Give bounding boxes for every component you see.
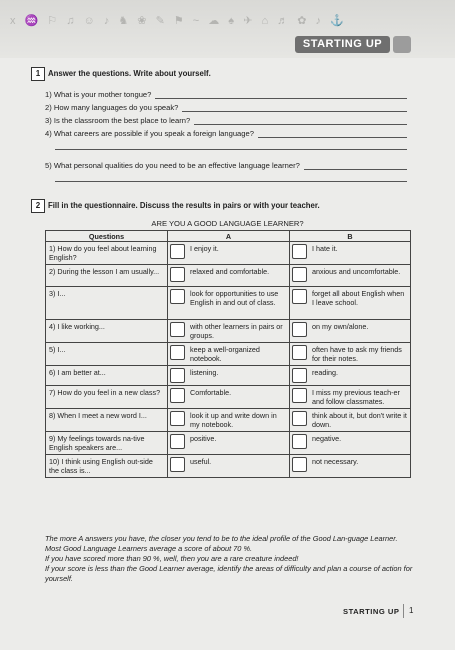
answer-text: I hate it. xyxy=(312,244,338,253)
checkbox[interactable] xyxy=(170,289,185,304)
question-text: 4) What careers are possible if you speak a foreign language? xyxy=(45,129,254,138)
footer-label: STARTING UP xyxy=(343,607,400,616)
checkbox[interactable] xyxy=(170,322,185,337)
answer-text: Comfortable. xyxy=(190,388,232,397)
answer-a-cell xyxy=(168,366,290,386)
answer-text: I miss my previous teach-er and follow classmates. xyxy=(312,388,400,406)
table-row xyxy=(46,409,411,432)
question-text: 2) How many languages do you speak? xyxy=(45,103,179,112)
answer-text: forget all about English when I leave school. xyxy=(312,289,405,307)
checkbox[interactable] xyxy=(170,434,185,449)
checkbox[interactable] xyxy=(170,267,185,282)
answer-text: anxious and uncomfortable. xyxy=(312,267,401,276)
question-1 xyxy=(45,90,407,99)
answer-text: think about it, but don't write it down. xyxy=(312,411,407,429)
answer-line[interactable] xyxy=(55,149,407,150)
checkbox[interactable] xyxy=(170,457,185,472)
answer-a-cell xyxy=(168,409,290,432)
question-5 xyxy=(45,161,407,170)
checkbox[interactable] xyxy=(292,345,307,360)
questionnaire-table xyxy=(45,230,411,478)
question-cell: 1) How do you feel about learning English? xyxy=(46,242,168,265)
exercise-title: Fill in the questionnaire. Discuss the results in pairs or with your teacher. xyxy=(48,201,320,210)
answer-line[interactable] xyxy=(55,181,407,182)
questionnaire-title: ARE YOU A GOOD LANGUAGE LEARNER? xyxy=(151,219,304,228)
table-row xyxy=(46,432,411,455)
answer-text: relaxed and comfortable. xyxy=(190,267,270,276)
note-line: If your score is less than the Good Learner average, identify the areas of difficulty and plan a course of action for yourself. xyxy=(45,564,413,583)
answer-a-cell xyxy=(168,343,290,366)
answer-line[interactable] xyxy=(258,129,407,138)
score-note xyxy=(45,534,415,584)
table-row xyxy=(46,287,411,320)
checkbox[interactable] xyxy=(292,434,307,449)
answer-text: look it up and write down in my notebook. xyxy=(190,411,277,429)
checkbox[interactable] xyxy=(170,368,185,383)
doodle-strip: x ♒ ⚐ ♫ ☺ ♪ ♞ ❀ ✎ ⚑ ~ ☁ ♠ ✈ ⌂ ♬ ✿ ♪ ⚓ xyxy=(10,15,347,27)
answer-b-cell xyxy=(290,343,411,366)
answer-line[interactable] xyxy=(304,161,407,170)
question-text: 1) What is your mother tongue? xyxy=(45,90,152,99)
table-row xyxy=(46,386,411,409)
question-cell: 5) I... xyxy=(46,343,168,366)
question-cell: 9) My feelings towards na-tive English speakers are... xyxy=(46,432,168,455)
answer-a-cell xyxy=(168,432,290,455)
question-cell: 10) I think using English out-side the class is... xyxy=(46,455,168,478)
answer-b-cell xyxy=(290,409,411,432)
answer-a-cell xyxy=(168,455,290,478)
answer-text: often have to ask my friends for their notes. xyxy=(312,345,402,363)
answer-line[interactable] xyxy=(194,116,407,125)
question-cell: 3) I... xyxy=(46,287,168,320)
checkbox[interactable] xyxy=(292,289,307,304)
checkbox[interactable] xyxy=(292,267,307,282)
answer-b-cell xyxy=(290,455,411,478)
note-line: If you have scored more than 90 %, well, then you are a rare creature indeed! xyxy=(45,554,299,563)
checkbox[interactable] xyxy=(292,244,307,259)
answer-text: I enjoy it. xyxy=(190,244,219,253)
question-cell: 2) During the lesson I am usually... xyxy=(46,265,168,287)
page-number: 1 xyxy=(403,604,413,618)
answer-text: listening. xyxy=(190,368,219,377)
checkbox[interactable] xyxy=(292,322,307,337)
answer-text: look for opportunities to use English in and out of class. xyxy=(190,289,279,307)
checkbox[interactable] xyxy=(170,345,185,360)
question-text: 5) What personal qualities do you need to be an effective language learner? xyxy=(45,161,300,170)
answer-text: keep a well-organized notebook. xyxy=(190,345,260,363)
badge-tab xyxy=(393,36,411,53)
question-cell: 6) I am better at... xyxy=(46,366,168,386)
answer-b-cell xyxy=(290,242,411,265)
exercise-number: 2 xyxy=(31,199,45,213)
checkbox[interactable] xyxy=(292,411,307,426)
checkbox[interactable] xyxy=(292,388,307,403)
answer-text: positive. xyxy=(190,434,217,443)
checkbox[interactable] xyxy=(170,388,185,403)
header-banner xyxy=(0,0,455,58)
answer-a-cell xyxy=(168,386,290,409)
answer-b-cell xyxy=(290,366,411,386)
answer-text: not necessary. xyxy=(312,457,359,466)
checkbox[interactable] xyxy=(292,368,307,383)
answer-text: useful. xyxy=(190,457,212,466)
answer-line[interactable] xyxy=(182,103,407,112)
table-row xyxy=(46,343,411,366)
answer-b-cell xyxy=(290,432,411,455)
header-b: B xyxy=(290,231,411,242)
table-row xyxy=(46,242,411,265)
answer-text: reading. xyxy=(312,368,338,377)
answer-b-cell xyxy=(290,386,411,409)
checkbox[interactable] xyxy=(170,411,185,426)
checkbox[interactable] xyxy=(292,457,307,472)
section-badge: STARTING UP xyxy=(295,36,390,53)
answer-text: on my own/alone. xyxy=(312,322,369,331)
table-row xyxy=(46,455,411,478)
question-cell: 4) I like working... xyxy=(46,320,168,343)
answer-a-cell xyxy=(168,320,290,343)
answer-text: negative. xyxy=(312,434,342,443)
note-line: The more A answers you have, the closer you tend to be to the ideal profile of the Good Lan-guage Learner. Most Good Language Learners average a score of about 70 %. xyxy=(45,534,398,553)
table-row xyxy=(46,320,411,343)
question-text: 3) Is the classroom the best place to learn? xyxy=(45,116,191,125)
answer-b-cell xyxy=(290,320,411,343)
question-2 xyxy=(45,103,407,112)
question-3 xyxy=(45,116,407,125)
answer-text: with other learners in pairs or groups. xyxy=(190,322,283,340)
exercise-number: 1 xyxy=(31,67,45,81)
exercise-title: Answer the questions. Write about yourself. xyxy=(48,69,211,78)
answer-a-cell xyxy=(168,265,290,287)
answer-b-cell xyxy=(290,265,411,287)
answer-a-cell xyxy=(168,287,290,320)
answer-b-cell xyxy=(290,287,411,320)
answer-a-cell xyxy=(168,242,290,265)
question-cell: 8) When I meet a new word I... xyxy=(46,409,168,432)
answer-line[interactable] xyxy=(155,90,407,99)
question-4 xyxy=(45,129,407,138)
checkbox[interactable] xyxy=(170,244,185,259)
header-a: A xyxy=(168,231,290,242)
header-questions: Questions xyxy=(46,231,168,242)
table-row xyxy=(46,366,411,386)
question-cell: 7) How do you feel in a new class? xyxy=(46,386,168,409)
table-row xyxy=(46,265,411,287)
